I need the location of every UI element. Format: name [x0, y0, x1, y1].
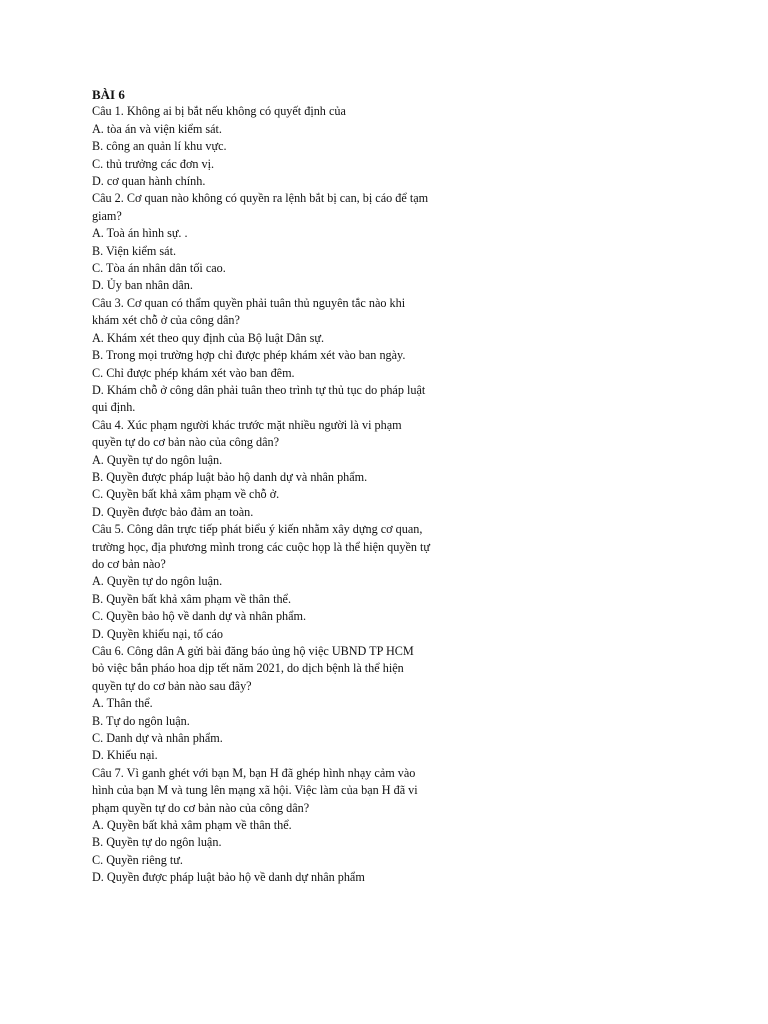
question-text: Câu 3. Cơ quan có thẩm quyền phải tuân thủ nguyên tắc nào khi: [92, 295, 406, 310]
question-text: hình của bạn M và tung lên mạng xã hội. Việc làm của bạn H đã vi: [92, 783, 418, 798]
question-text: Câu 4. Xúc phạm người khác trước mặt nhiều người là vi phạm: [92, 417, 402, 432]
answer-option: C. Chỉ được phép khám xét vào ban đêm.: [92, 365, 295, 380]
answer-option: A. tòa án và viện kiểm sát.: [92, 121, 222, 136]
answer-option: D. Ủy ban nhân dân.: [92, 278, 193, 293]
question-list: [92, 103, 512, 886]
answer-option: D. cơ quan hành chính.: [92, 174, 206, 189]
question-text: trường học, địa phương mình trong các cuộc họp là thể hiện quyền tự: [92, 539, 430, 554]
question-text: quyền tự do cơ bản nào của công dân?: [92, 435, 279, 450]
question-text: giam?: [92, 208, 122, 223]
answer-option: B. Quyền được pháp luật bảo hộ danh dự và nhân phẩm.: [92, 469, 368, 484]
answer-option: B. Quyền bất khả xâm phạm về thân thể.: [92, 591, 292, 606]
answer-option: A. Khám xét theo quy định của Bộ luật Dân sự.: [92, 330, 325, 345]
answer-option: D. Quyền được pháp luật bảo hộ về danh dự nhân phẩm: [92, 870, 365, 885]
question-block: [92, 643, 512, 765]
answer-option: C. Quyền bất khả xâm phạm về chỗ ở.: [92, 487, 280, 502]
question-text: bỏ việc bắn pháo hoa dịp tết năm 2021, do dịch bệnh là thể hiện: [92, 661, 404, 676]
question-text: Câu 5. Công dân trực tiếp phát biểu ý kiến nhằm xây dựng cơ quan,: [92, 522, 423, 537]
answer-option: A. Toà án hình sự. .: [92, 226, 188, 241]
answer-option: C. thủ trưởng các đơn vị.: [92, 156, 215, 171]
answer-option: B. công an quản lí khu vực.: [92, 139, 227, 154]
question-text: phạm quyền tự do cơ bản nào của công dân?: [92, 800, 310, 815]
answer-option: D. Khám chỗ ở công dân phải tuân theo trình tự thủ tục do pháp luật: [92, 382, 426, 397]
answer-option: C. Danh dự và nhân phẩm.: [92, 731, 223, 746]
answer-option: B. Viện kiểm sát.: [92, 243, 177, 258]
question-block: [92, 295, 512, 417]
answer-option: A. Quyền bất khả xâm phạm về thân thể.: [92, 818, 292, 833]
document-page: [92, 86, 512, 887]
answer-option: B. Tự do ngôn luận.: [92, 713, 190, 728]
question-text: Câu 1. Không ai bị bắt nếu không có quyết định của: [92, 104, 346, 119]
answer-option: C. Quyền riêng tư.: [92, 852, 183, 867]
answer-option: C. Quyền bảo hộ về danh dự và nhân phẩm.: [92, 609, 307, 624]
answer-option: A. Quyền tự do ngôn luận.: [92, 452, 223, 467]
question-text: khám xét chỗ ở của công dân?: [92, 313, 240, 328]
answer-option: qui định.: [92, 400, 136, 415]
answer-option: D. Quyền khiếu nại, tố cáo: [92, 626, 223, 641]
question-block: [92, 103, 512, 190]
question-block: [92, 417, 512, 521]
question-text: Câu 6. Công dân A gửi bài đăng báo ủng hộ việc UBND TP HCM: [92, 644, 414, 658]
answer-option: A. Quyền tự do ngôn luận.: [92, 574, 223, 589]
answer-option: D. Khiếu nại.: [92, 748, 158, 763]
question-text: Câu 7. Vì ganh ghét với bạn M, bạn H đã ghép hình nhạy cảm vào: [92, 765, 416, 780]
question-block: [92, 765, 512, 887]
document-title: BÀI 6: [92, 87, 125, 102]
question-text: Câu 2. Cơ quan nào không có quyền ra lệnh bắt bị can, bị cáo để tạm: [92, 191, 429, 206]
question-block: [92, 190, 512, 294]
question-block: [92, 521, 512, 643]
answer-option: B. Quyền tự do ngôn luận.: [92, 835, 222, 850]
answer-option: D. Quyền được bảo đảm an toàn.: [92, 504, 254, 519]
answer-option: C. Tòa án nhân dân tối cao.: [92, 261, 226, 276]
question-text: quyền tự do cơ bản nào sau đây?: [92, 678, 252, 693]
answer-option: B. Trong mọi trường hợp chỉ được phép khám xét vào ban ngày.: [92, 348, 406, 363]
answer-option: A. Thân thể.: [92, 696, 153, 711]
question-text: do cơ bản nào?: [92, 556, 166, 571]
